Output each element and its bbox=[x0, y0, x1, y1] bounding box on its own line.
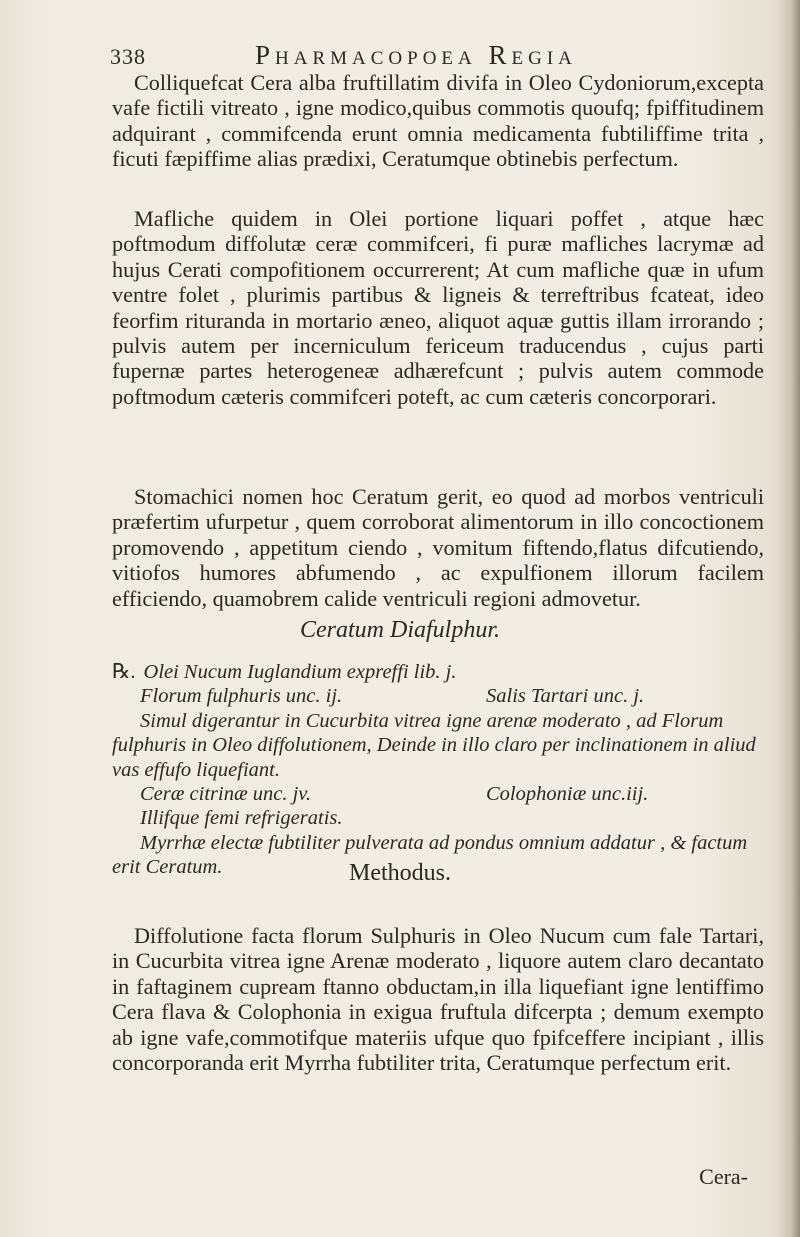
recipe-line-text-right: Colophoniæ unc.iij. bbox=[486, 782, 649, 805]
recipe-line-text: vas effufo liquefiant. bbox=[112, 758, 280, 781]
recipe-line bbox=[112, 758, 772, 782]
recipe-line bbox=[112, 709, 772, 733]
catchword: Cera- bbox=[699, 1164, 748, 1189]
recipe-line bbox=[112, 806, 772, 830]
recipe-line bbox=[112, 660, 772, 684]
recipe-line bbox=[112, 684, 772, 708]
recipe-line-text: Ceræ citrinæ unc. jv. bbox=[140, 782, 312, 805]
recipe-title: Ceratum Diafulphur. bbox=[299, 617, 500, 643]
running-title: Pharmacopoea Regia bbox=[255, 40, 577, 70]
paragraph-colliquefcat: Colliquefcat Cera alba fruftillatim divifa in Oleo Cydoniorum,excepta vafe fictili vitreato , igne modico,quibus commotis quoufq; fpiffitudinem adquirant , commifcenda erunt omnia medicamenta fubtiliffime trita , ficuti fæpiffime alias prædixi, Ceratumque obtinebis perfectum. bbox=[112, 70, 764, 172]
recipe-list bbox=[112, 660, 772, 880]
recipe-line-text-right: Salis Tartari unc. j. bbox=[486, 685, 645, 708]
rx-symbol: ℞. bbox=[112, 661, 136, 683]
recipe-line-text: fulphuris in Oleo diffolutionem, Deinde in illo claro per inclinationem in aliud bbox=[112, 734, 756, 757]
recipe-line bbox=[112, 782, 772, 806]
page-number: 338 bbox=[110, 44, 146, 69]
paragraph-stomachici: Stomachici nomen hoc Ceratum gerit, eo quod ad morbos ventriculi præfertim ufurpetur , quem corroborat alimentorum in illo concoctionem promovendo , appetitum ciendo , vomitum fiftendo,flatus difcutiendo, vitiofos humores abfumendo , ac expulfionem illorum facilem efficiendo, quamobrem calide ventriculi regioni admovetur. bbox=[112, 484, 764, 611]
recipe-line-text: Olei Nucum Iuglandium expreffi lib. j. bbox=[143, 661, 457, 683]
paragraph-mafliche: Mafliche quidem in Olei portione liquari poffet , atque hæc poftmodum diffolutæ ceræ commifceri, fi puræ mafliches lacrymæ ad hujus Cerati compofitionem occurrerent; At cum mafliche quæ in ufum ventre folet , plurimis partibus & ligneis & terreftribus fcateat, ideo feorfim rituranda in mortario æneo, aliquot aquæ guttis illam irrorando ; pulvis autem per incerniculum fericeum traducendus , cujus parti fupernæ partes heterogeneæ adhærefcunt ; pulvis autem commode poftmodum cæteris commifceri poteft, ac cum cæteris concorporari. bbox=[112, 206, 764, 409]
recipe-line-text: Florum fulphuris unc. ij. bbox=[140, 685, 343, 708]
recipe-line-text: Myrrhæ electæ fubtiliter pulverata ad pondus omnium addatur , & factum bbox=[140, 831, 748, 854]
recipe-line-text: Simul digerantur in Cucurbita vitrea igne arenæ moderato , ad Florum bbox=[140, 709, 724, 732]
recipe-line-text: erit Ceratum. bbox=[112, 856, 223, 879]
method-heading: Methodus. bbox=[349, 860, 451, 886]
recipe-line-text: Illifque femi refrigeratis. bbox=[140, 807, 343, 830]
recipe-line bbox=[112, 831, 772, 855]
paragraph-diffolutione: Diffolutione facta florum Sulphuris in Oleo Nucum cum fale Tartari, in Cucurbita vitrea igne Arenæ moderato , liquore autem claro decantato in faftaginem cupream ftanno obductam,in illa liquefiant igne lentiffimo Cera flava & Colophonia in exigua fruftula difcerpta ; demum exempto ab igne vafe,commotifque materiis ufque quo fpifceffere incipiant , illis concorporanda erit Myrrha fubtiliter trita, Ceratumque perfectum erit. bbox=[112, 923, 764, 1076]
recipe-line bbox=[112, 733, 772, 757]
